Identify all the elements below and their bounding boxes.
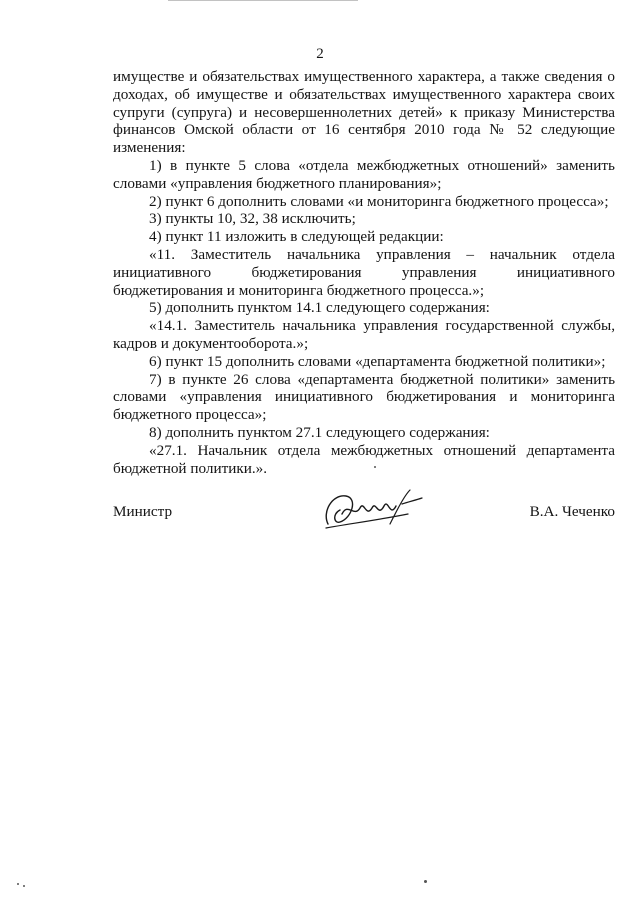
signatory-name: В.А. Чеченко	[529, 503, 615, 520]
paragraph-item-5-text: «14.1. Заместитель начальника управления государственной службы, кадров и документооборота.»;	[113, 317, 615, 352]
page-number: 2	[316, 46, 324, 62]
handwritten-signature-icon	[318, 484, 428, 534]
scan-speck	[23, 885, 25, 887]
document-body	[113, 68, 615, 477]
paragraph-intro: имуществе и обязательствах имущественного характера, а также сведения о доходах, об имуществе и обязательствах имущественного характера своих супруги (супруга) и несовершеннолетних детей» к приказу Министерства финансов Омской области от 16 сентября 2010 года № 52 следующие изменения:	[113, 68, 615, 157]
scan-top-line	[168, 0, 358, 1]
paragraph-item-7: 7) в пункте 26 слова «департамента бюджетной политики» заменить словами «управления инициативного бюджетирования и мониторинга бюджетного процесса»;	[113, 370, 615, 424]
paragraph-item-8-text: «27.1. Начальник отдела межбюджетных отношений департамента бюджетной политики.».	[113, 441, 615, 477]
scan-speck	[374, 466, 376, 468]
scan-speck	[17, 883, 19, 885]
signatory-title: Министр	[113, 503, 173, 520]
paragraph-item-6: 6) пункт 15 дополнить словами «департамента бюджетной политики»;	[149, 352, 606, 370]
paragraph-item-4: 4) пункт 11 изложить в следующей редакции:	[149, 228, 444, 246]
paragraph-item-8: 8) дополнить пунктом 27.1 следующего содержания:	[149, 423, 490, 441]
scan-speck	[424, 880, 427, 883]
paragraph-item-5: 5) дополнить пунктом 14.1 следующего содержания:	[149, 299, 490, 317]
paragraph-item-3: 3) пункты 10, 32, 38 исключить;	[149, 210, 356, 228]
paragraph-item-2: 2) пункт 6 дополнить словами «и мониторинга бюджетного процесса»;	[149, 192, 609, 210]
paragraph-item-1: 1) в пункте 5 слова «отдела межбюджетных отношений» заменить словами «управления бюджетного планирования»;	[113, 156, 615, 192]
paragraph-item-4-text: «11. Заместитель начальника управления – начальник отдела инициативного бюджетирования управления инициативного бюджетирования и мониторинга бюджетного процесса.»;	[113, 245, 615, 299]
